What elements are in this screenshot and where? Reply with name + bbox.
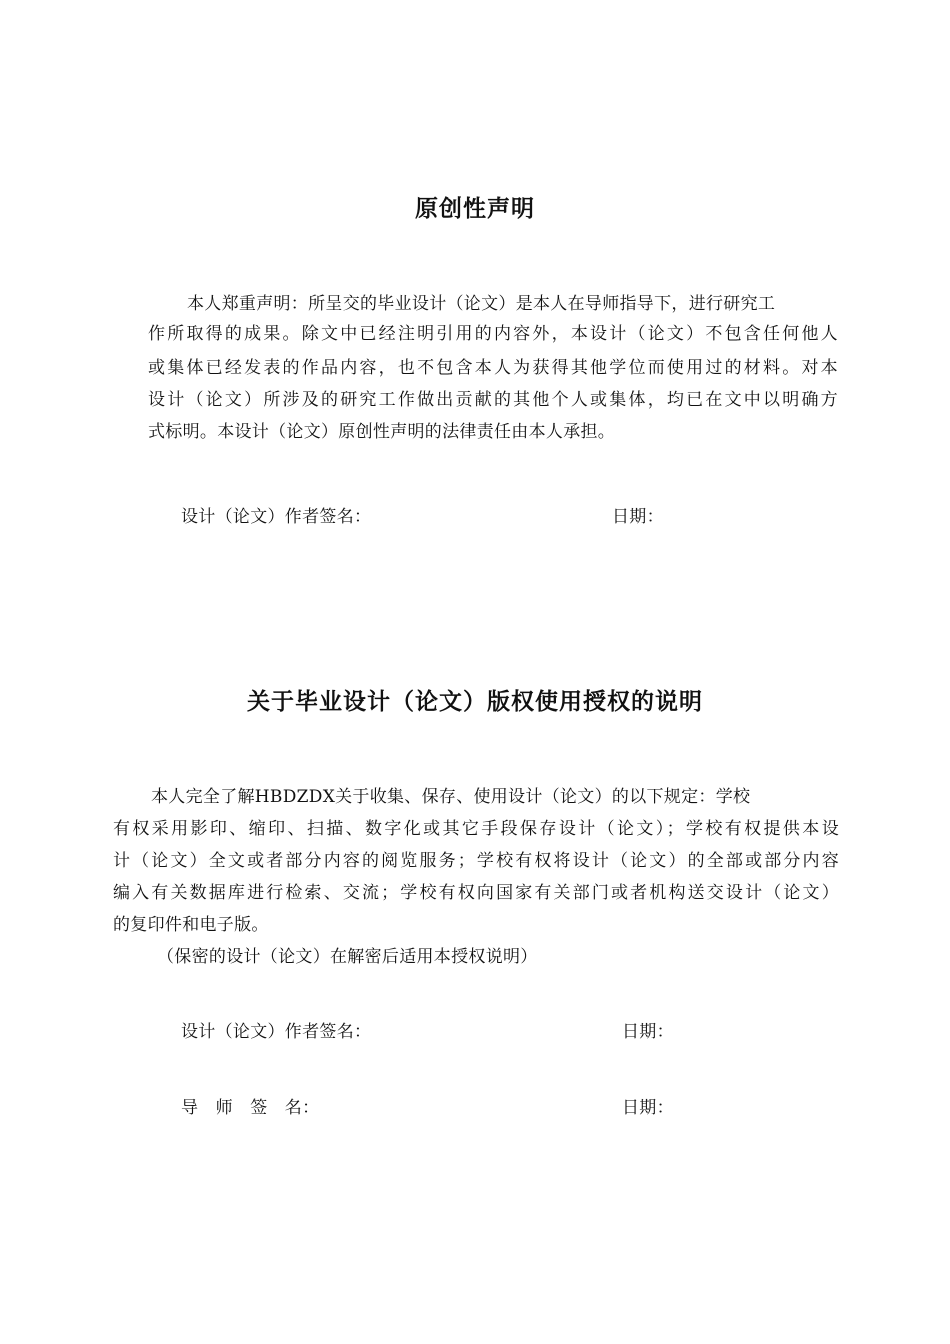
declaration-line-5: 式标明。本设计（论文）原创性声明的法律责任由本人承担。 [148, 422, 616, 442]
declaration-line-4: 设计（论文）所涉及的研究工作做出贡献的其他个人或集体，均已在文中以明确方 [148, 390, 838, 410]
advisor-date-label: 日期： [622, 1098, 674, 1118]
authorization-line-2: 有权采用影印、缩印、扫描、数字化或其它手段保存设计（论文）；学校有权提供本设 [113, 819, 839, 839]
declaration-author-signature-label: 设计（论文）作者签名： [181, 507, 372, 527]
authorization-note: （保密的设计（论文）在解密后适用本授权说明） [157, 947, 538, 967]
declaration-line-3: 或集体已经发表的作品内容，也不包含本人为获得其他学位而使用过的材料。对本 [148, 358, 838, 378]
authorization-author-signature-label: 设计（论文）作者签名： [181, 1022, 372, 1042]
authorization-title: 关于毕业设计（论文）版权使用授权的说明 [247, 689, 703, 715]
authorization-line-4: 编入有关数据库进行检索、交流；学校有权向国家有关部门或者机构送交设计（论文） [113, 883, 839, 903]
authorization-line-3: 计（论文）全文或者部分内容的阅览服务；学校有权将设计（论文）的全部或部分内容 [113, 851, 839, 871]
authorization-author-date-label: 日期： [622, 1022, 674, 1042]
declaration-title: 原创性声明 [415, 196, 535, 222]
authorization-line-5: 的复印件和电子版。 [113, 915, 269, 935]
advisor-signature-label: 导 师 签 名： [181, 1098, 320, 1118]
declaration-date-label: 日期： [612, 507, 664, 527]
declaration-line-2: 作所取得的成果。除文中已经注明引用的内容外，本设计（论文）不包含任何他人 [148, 324, 838, 344]
authorization-line-1: 本人完全了解HBDZDX关于收集、保存、使用设计（论文）的以下规定：学校 [151, 787, 751, 807]
declaration-line-1: 本人郑重声明：所呈交的毕业设计（论文）是本人在导师指导下，进行研究工 [187, 294, 776, 314]
